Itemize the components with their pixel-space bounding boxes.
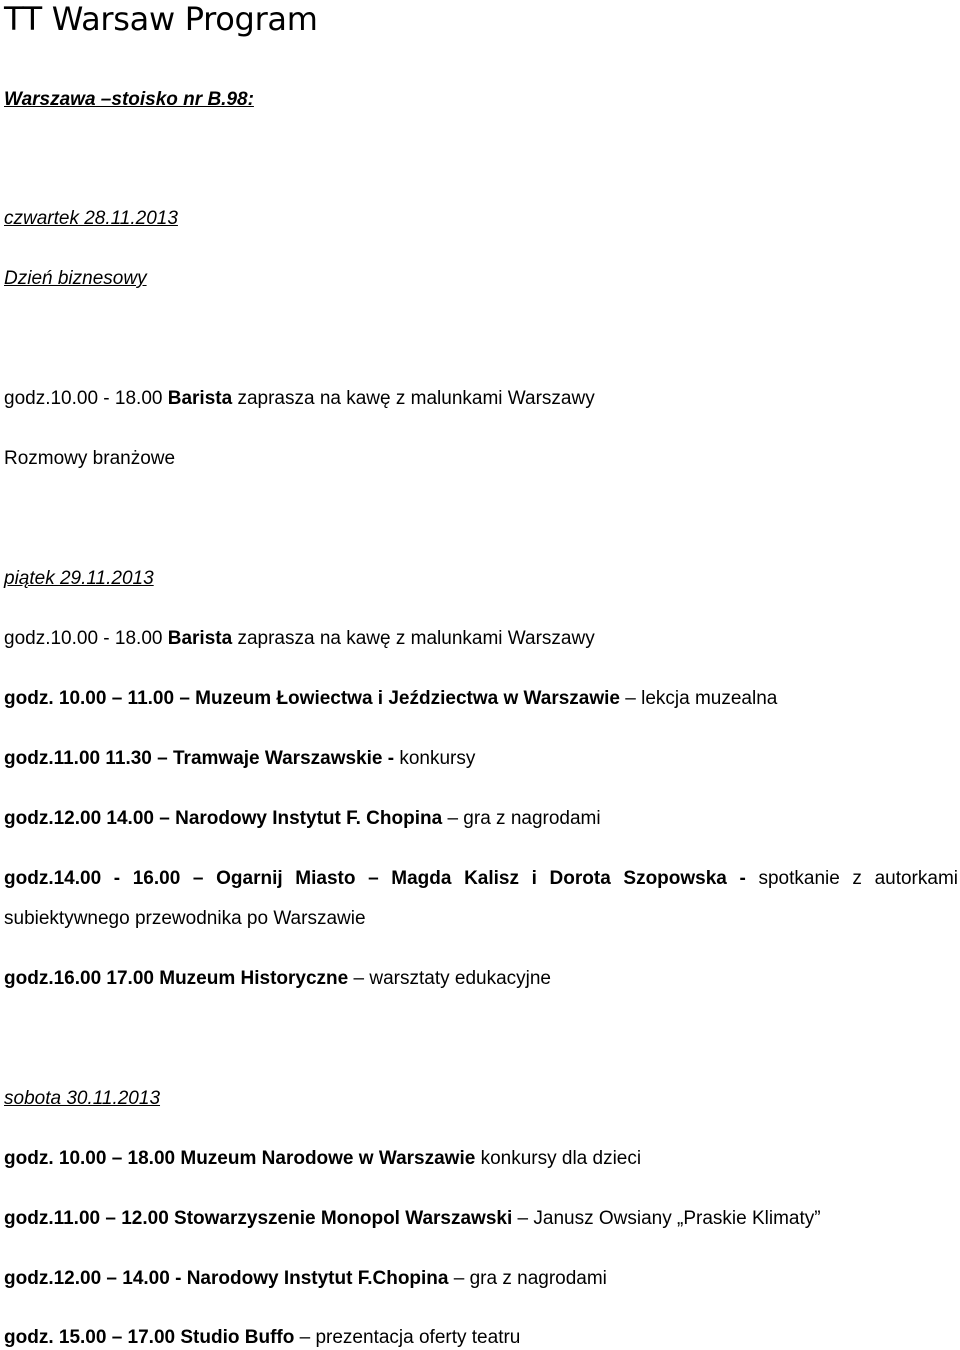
event-name: Muzeum Narodowe w Warszawie [180, 1148, 476, 1169]
stand-heading: Warszawa –stoisko nr B.98: [4, 89, 254, 110]
event-desc: – gra z nagrodami [447, 808, 601, 829]
event-line [4, 967, 551, 991]
event-name: Narodowy Instytut F. Chopina [175, 808, 443, 829]
day-date-thursday: czwartek 28.11.2013 [4, 208, 178, 229]
event-desc: konkursy [399, 748, 476, 769]
event-name: Barista [167, 628, 233, 649]
event-time: godz. 10.00 – 11.00 – [4, 688, 190, 709]
day-date-friday: piątek 29.11.2013 [4, 568, 154, 589]
event-name: Barista [167, 388, 233, 409]
event-name: Ogarnij Miasto – Magda Kalisz i Dorota Szopowska - [216, 868, 746, 889]
event-line [4, 859, 958, 939]
event-name: Narodowy Instytut F.Chopina [186, 1268, 449, 1289]
event-line [4, 1326, 520, 1350]
event-line [4, 447, 175, 471]
day-subtitle-thursday: Dzień biznesowy [4, 268, 147, 289]
event-line [4, 387, 595, 411]
page-title: TT Warsaw Program [4, 0, 318, 38]
event-name: Studio Buffo [180, 1327, 295, 1348]
event-desc: zaprasza na kawę z malunkami Warszawy [237, 628, 595, 649]
event-time: godz.14.00 - 16.00 – [4, 868, 204, 889]
event-desc: – lekcja muzealna [625, 688, 778, 709]
event-desc: Rozmowy branżowe [4, 448, 176, 469]
event-line [4, 687, 777, 711]
event-time: godz.12.00 – 14.00 - [4, 1268, 182, 1289]
event-time: godz.12.00 14.00 – [4, 808, 170, 829]
event-desc: spotkanie z autorkami subiektywnego przewodnika po Warszawie [4, 868, 958, 929]
event-name: Stowarzyszenie Monopol Warszawski [174, 1208, 513, 1229]
event-time: godz.10.00 - 18.00 [4, 388, 163, 409]
event-desc: – Janusz Owsiany „Praskie Klimaty” [517, 1208, 821, 1229]
day-date-saturday: sobota 30.11.2013 [4, 1088, 161, 1109]
event-time: godz.10.00 - 18.00 [4, 628, 163, 649]
event-desc: konkursy dla dzieci [480, 1148, 642, 1169]
event-name: Tramwaje Warszawskie - [173, 748, 395, 769]
event-line [4, 627, 595, 651]
event-line [4, 807, 601, 831]
event-time: godz.11.00 – 12.00 [4, 1208, 169, 1229]
event-time: godz. 15.00 – 17.00 [4, 1327, 176, 1348]
event-desc: – warsztaty edukacyjne [353, 968, 552, 989]
event-line [4, 747, 475, 771]
event-name: Muzeum Łowiectwa i Jeździectwa w Warszawie [195, 688, 620, 709]
event-desc: zaprasza na kawę z malunkami Warszawy [237, 388, 595, 409]
event-time: godz.11.00 11.30 – [4, 748, 168, 769]
event-desc: – prezentacja oferty teatru [299, 1327, 521, 1348]
event-line [4, 1267, 607, 1291]
event-time: godz. 10.00 – 18.00 [4, 1148, 176, 1169]
event-line [4, 1147, 641, 1171]
event-time: godz.16.00 17.00 [4, 968, 154, 989]
event-desc: – gra z nagrodami [453, 1268, 607, 1289]
event-line [4, 1207, 821, 1231]
event-name: Muzeum Historyczne [159, 968, 349, 989]
